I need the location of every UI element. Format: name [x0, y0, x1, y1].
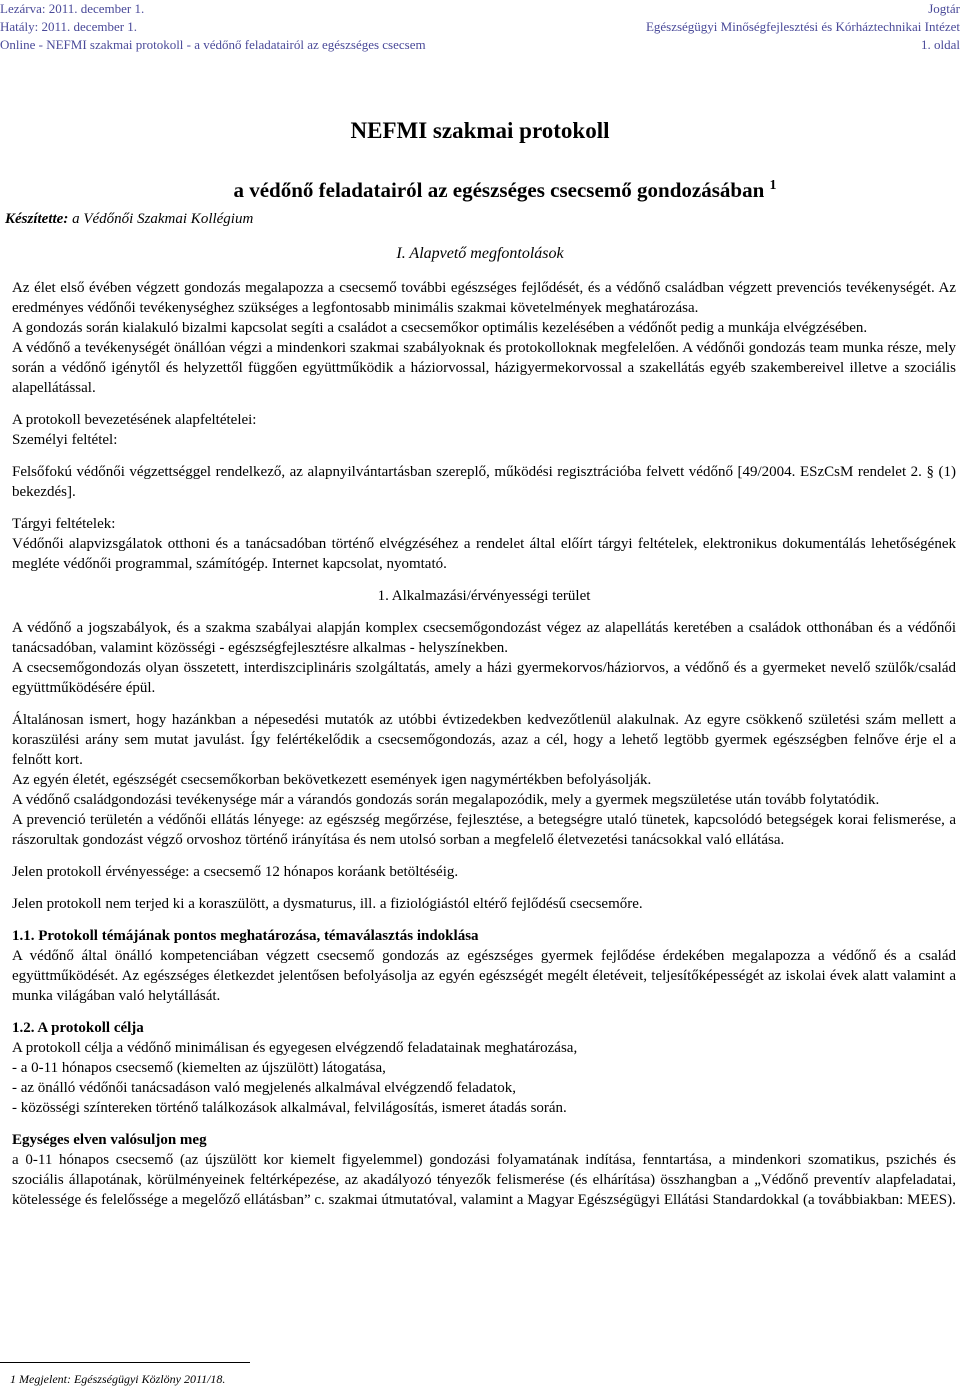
closed-date: Lezárva: 2011. december 1.: [0, 1, 145, 16]
effective-date: Hatály: 2011. december 1.: [0, 19, 138, 34]
section-heading-1: I. Alapvető megfontolások: [396, 245, 564, 262]
footnote-ref[interactable]: 1: [769, 178, 777, 193]
subsection-heading: [12, 926, 956, 946]
paragraph: Az élet első évében végzett gondozás megalapozza a csecsemő további egészséges fejlődését, és a védőnő családban végzett prevenciós tevékenységét. Az eredményes védőnői tevékenységhez szükséges a legfontosabb minimális szakmai követelmények meghatározása.: [12, 280, 956, 316]
paragraph: Jelen protokoll nem terjed ki a koraszülött, a dysmaturus, ill. a fiziológiástól eltérő fejlődésű csecsemőre.: [12, 896, 643, 912]
paragraph: A protokoll célja a védőnő minimálisan és egyegesen elvégzendő feladatainak meghatározása,: [12, 1040, 578, 1056]
paragraph: A protokoll bevezetésének alapfeltételei:: [12, 412, 257, 428]
list-item: - az önálló védőnői tanácsadáson való megjelenés alkalmával elvégzendő feladatok,: [12, 1080, 516, 1096]
subsection-heading: 1. Alkalmazási/érvényességi terület: [377, 588, 591, 604]
heading-1-1: 1.1. Protokoll témájának pontos meghatározása, témaválasztás indoklása: [12, 928, 479, 944]
list-item: - közösségi színtereken történő találkozások alkalmával, felvilágosítás, ismeret átadás során.: [12, 1100, 567, 1116]
paragraph: Védőnői alapvizsgálatok otthoni és a tanácsadóban történő elvégzéséhez a rendelet által előírt tárgyi feltételek, elektronikus dokumentálás lehetőségének megléte védőnői programmal, számítógép. Internet kapcsolat, nyomtató.: [12, 536, 956, 572]
list-item: - a 0-11 hónapos csecsemő (kiemelten az újszülött) látogatása,: [12, 1060, 386, 1076]
paragraph: A gondozás során kialakuló bizalmi kapcsolat segíti a családot a csecsemőkor optimális kezelésében a védőnőt pedig a munkája elvégzésében.: [12, 320, 868, 336]
paragraph: Általánosan ismert, hogy hazánkban a népesedési mutatók az utóbbi évtizedekben kedvezőtlenül alakulnak. Az egyre csökkenő születési szám mellett a koraszülési arány sem mutat javulást. Így felértékelődik a csecsemőgondozás, azaz a cél, hogy a lehető legtöbb gyermek egészségben felnőve érje el a felnőtt kort.: [12, 712, 956, 768]
footnote: 1 Megjelent: Egészségügyi Közlöny 2011/18.: [10, 1372, 226, 1386]
page-title: NEFMI szakmai protokoll: [350, 118, 610, 143]
author-label: Készítette:: [5, 211, 69, 227]
paragraph: Tárgyi feltételek:: [12, 516, 116, 532]
header-right: [646, 0, 960, 54]
header-left: [0, 0, 426, 54]
subsection-heading: [12, 1018, 956, 1038]
heading-uniform: Egységes elven valósuljon meg: [12, 1132, 207, 1148]
heading-1-2: 1.2. A protokoll célja: [12, 1020, 144, 1036]
paragraph: Az egyén életét, egészségét csecsemőkorban bekövetkezett események igen nagymértékben befolyásolják.: [12, 772, 652, 788]
paragraph: a 0-11 hónapos csecsemő (az újszülött kor kiemelt figyelemmel) gondozási folyamatának indítása, fenntartása, a mindenkori szomatikus, pszichés és szociális állapotának, körülményeinek feltérképezése, az akadályozó tényezők felismerése (és elhárítása) összhangban a „Védőnő preventív alapfeladatai, kötelessége és felelőssége a megelőző ellátásban” c. szakmai útmutatóval, valamint a Magyar Egészségügyi Ellátási Standardokkal (a továbbiakban: MEES).: [12, 1152, 956, 1208]
paragraph: Jelen protokoll érvényessége: a csecsemő 12 hónapos koráank betöltéséig.: [12, 864, 459, 880]
subtitle-text: a védőnő feladatairól az egészséges csecsemő gondozásában: [233, 178, 765, 202]
document-body: [12, 278, 956, 1210]
document-path: Online - NEFMI szakmai protokoll - a védőnő feladatairól az egészséges csecsem: [0, 37, 426, 52]
institute-name: Egészségügyi Minőségfejlesztési és Kórháztechnikai Intézet: [645, 19, 960, 34]
page-number: 1. oldal: [921, 37, 960, 52]
author-name: a Védőnői Szakmai Kollégium: [68, 211, 254, 227]
paragraph: A prevenció területén a védőnői ellátás lényege: az egészség megőrzése, fejlesztése, a betegségre utaló tünetek, kapcsolódó betegségek korai felismerése, a rászorultak gondozást végző orvoshoz történő irányítása és nem utolsó sorban a megfelelő életvezetési tanácsokkal való ellátása.: [12, 812, 956, 848]
paragraph: A védőnő a jogszabályok, és a szakma szabályai alapján komplex csecsemőgondozást végez az alapellátás keretében a családok otthonában és a védőnői tanácsadóban, valamint közösségi - egészségfejlesztésre alkalmas - helyszínekben.: [12, 620, 956, 656]
paragraph: A védőnő a tevékenységét önállóan végzi a mindenkori szakmai szabályoknak és protokolloknak megfelelően. A védőnői gondozás team munka része, mely során a védőnő igénytől és helyzettől függően együttműködik a háziorvossal, házigyermekorvossal a szakellátás egyéb szakembereivel illetve a szociális alapellátással.: [12, 340, 956, 396]
paragraph: Felsőfokú védőnői végzettséggel rendelkező, az alapnyilvántartásban szereplő, működési regisztrációba felvett védőnő [49/2004. ESzCsM rendelet 2. § (1) bekezdés].: [12, 464, 956, 500]
paragraph: A védőnő családgondozási tevékenysége már a várandós gondozás során megalapozódik, mely a gyermek megszületése után tovább folytatódik.: [12, 792, 880, 808]
subsection-heading: [12, 1130, 956, 1150]
paragraph: A védőnő által önálló kompetenciában végzett csecsemő gondozás az egészséges gyermek fejlődése érdekében megalapozza a védőnő és a család együttműködését. Az egészséges életkezdet jelentősen befolyásolja az egyén egészségét megélt életéveit, teljesítőképességét az iskolai évek alatt valamint a munka világában való helytállását.: [12, 948, 956, 1004]
footnote-divider: [0, 1362, 250, 1363]
publisher-jogtar: Jogtár: [928, 1, 960, 16]
paragraph: Személyi feltétel:: [12, 432, 118, 448]
page-subtitle: [0, 178, 960, 203]
author-line: [5, 211, 253, 228]
paragraph: A csecsemőgondozás olyan összetett, interdiszciplináris szolgáltatás, amely a házi gyermekorvos/háziorvos, a védőnő és a gyermeket nevelő szülők/család együttműködésére épül.: [12, 660, 956, 696]
